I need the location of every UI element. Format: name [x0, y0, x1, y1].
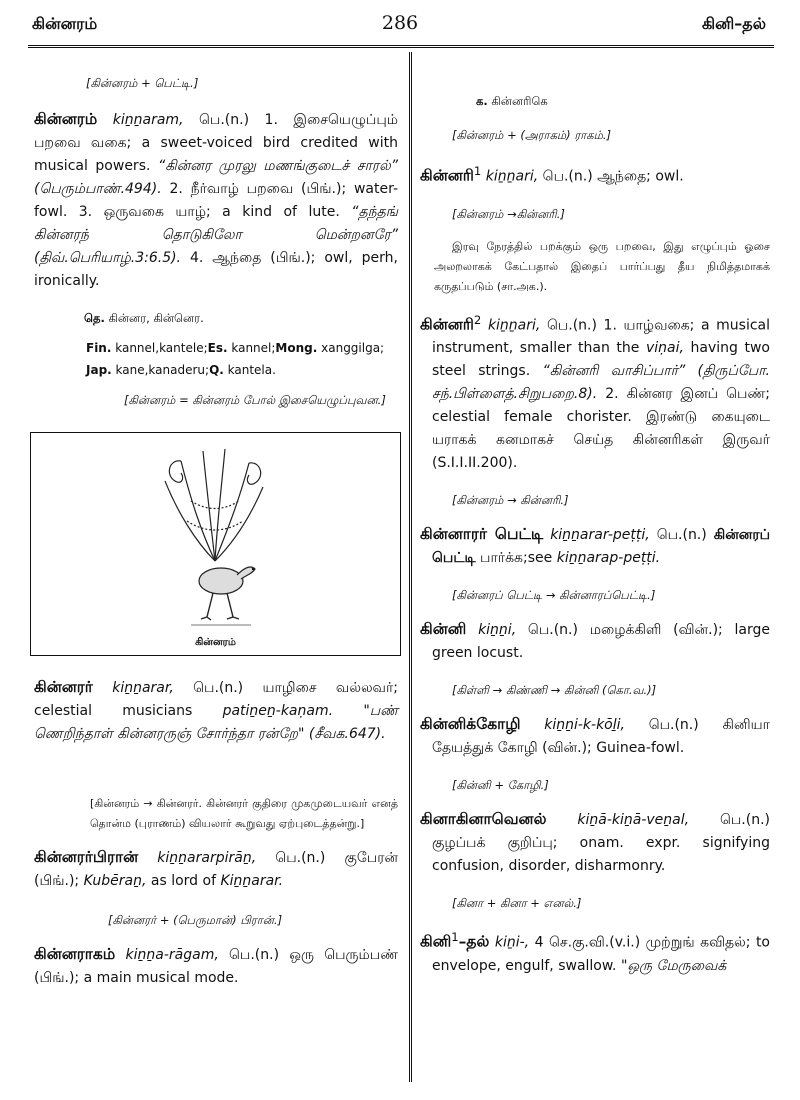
homonym-number: 1 [473, 164, 482, 178]
kannada-cognate [420, 92, 770, 110]
etymology: [கின்னரம் = கின்னரம் போல் இசையெழுப்புவன.] [124, 393, 386, 407]
right-column [420, 74, 770, 978]
definition-text: as lord of [146, 873, 221, 889]
left-column-lower [34, 676, 398, 990]
definition-text: பெ.(n.) 1. இசையெழுப்பும் பறவை வகை; a sweet-voiced bird credited with musical powers. [34, 112, 398, 174]
left-column [34, 74, 398, 409]
cognate-lang: Fin. [86, 341, 112, 355]
entry-kinnaragam [34, 943, 398, 990]
entry-kinnari-1 [420, 160, 770, 189]
cognate-words: kannel; [227, 341, 276, 355]
column-divider [409, 52, 412, 1082]
definition-text: பெ.(n.) ஆந்தை; owl. [538, 168, 684, 185]
headword: கின்னரி [420, 166, 474, 185]
transliteration: kiṉṉari, [487, 317, 541, 334]
cognate-words: xanggilga; [317, 341, 385, 355]
language-label: தெ. [84, 311, 105, 325]
cognate-words: kannel,kantele; [111, 341, 208, 355]
etymology: [கின்னி + கோழி.] [452, 778, 549, 793]
entry-kinnarar-petti [420, 523, 770, 570]
cognate-words: kantela. [223, 363, 276, 377]
etymology: [கின்னரர் + (பெருமான்) பிரான்.] [108, 913, 283, 927]
headword: கின்னரர்பிரான் [34, 848, 139, 866]
headword-suffix: –தல் [458, 932, 490, 951]
cognate-lang: Es. [207, 341, 228, 355]
definition-text: பெ.(n.) [649, 527, 714, 544]
headword: கினி [420, 932, 452, 951]
definition-text: 4 செ.கு.வி.(v.i.) முற்றுங் கவிதல்; to envelope, engulf, swallow. [432, 934, 770, 974]
cognate-words: kane,kanaderu; [111, 363, 210, 377]
etymology: [கின்னரம் →கின்னரி.] [452, 206, 565, 221]
cognate-lang: Mong. [275, 341, 318, 355]
figure-lyrebird [30, 432, 401, 656]
quotation: "பண் ணெறிந்தாள் கின்னரருஞ் சோர்ந்தா ரன்றே" (சீவக.647). [34, 703, 399, 742]
quotation: “கின்னரி வாசிப்பார்” (திருப்போ. சந்.பிள்ளைத்.சிறுபறை.8). [432, 363, 770, 403]
transliteration: kiṉṉi, [478, 622, 517, 639]
header-guideword-left: கின்னரம் [32, 14, 98, 33]
definition-text: 2. கின்னர இனப் பெண்; celestial female chorister. இரண்டு கையுடை யராகக் கனமாகச் செய்த கின்னரிகள் இருவர் (S.I.I.II.200). [432, 386, 770, 472]
explanatory-note: இரவு நேரத்தில் பறக்கும் ஒரு பறவை, இது எழுப்பும் ஓசை அலறலாகக் கேட்பதால் இதைப் பார்ப்பது தீய நிமித்தமாகக் கருதப்படும் (சா.அக.). [434, 239, 770, 293]
transliteration: viṇai, [645, 340, 684, 357]
transliteration: kiṉṉa-rāgam, [125, 947, 219, 963]
lyrebird-illustration [151, 441, 281, 631]
definition-text: பெ.(n.) குபேரன் (பிங்.); [34, 850, 398, 889]
transliteration: kiṉṉarap-peṭṭi. [556, 550, 661, 567]
etymology: [கிள்ளி → கிண்ணி → கின்னி (கொ.வ.)] [452, 683, 657, 698]
headword: கின்னிக்கோழி [420, 715, 521, 734]
transliteration: Kubēraṉ, [83, 873, 147, 889]
headword: கின்னாரர் பெட்டி [420, 525, 544, 544]
definition-text: 4. ஆந்தை (பிங்.); owl, perh, ironically. [34, 250, 398, 289]
transliteration: kiṉā-kiṉā-veṉal, [577, 812, 690, 829]
transliteration: kiṉṉari, [485, 168, 539, 185]
homonym-number: 2 [473, 312, 482, 327]
telugu-cognate [34, 309, 398, 327]
etymology: [கின்னரம் + (அராகம்) ராகம்.] [452, 128, 612, 142]
transliteration: Kiṉṉarar. [220, 873, 284, 889]
cognate-words: கின்னரிகெ [487, 94, 548, 108]
etymology: [கின்னரம் → கின்னரி.] [452, 493, 569, 508]
transliteration: kiṉi-, [494, 934, 530, 951]
etymology: [கினா + கினா + எனல்.] [452, 896, 582, 911]
quotation: “தந்தங் கின்னரந் தொடுகிலோ மென்றனரே” (திவ்.பெரியாழ்.3:6.5). [34, 204, 398, 266]
headword: கின்னி [420, 620, 467, 639]
entry-kinakinavenal [420, 808, 770, 878]
cross-reference: கின்னரப் பெட்டி [432, 527, 770, 567]
cognate-words: கின்னர, கின்னெர. [104, 311, 204, 325]
page-header [0, 0, 800, 50]
definition-text: பெ.(n.) மழைக்கிளி (வின்.); large green locust. [432, 622, 770, 662]
quotation: "ஒரு மேருவைக் [620, 957, 727, 974]
headword: கின்னரி [420, 315, 474, 334]
entry-kinnari-2 [420, 309, 770, 476]
definition-text: பெ.(n.) 1. யாழ்வகை; a musical instrument, smaller than the [432, 317, 770, 357]
transliteration: kiṉṉararpirāṉ, [157, 850, 257, 866]
header-rule [28, 45, 774, 48]
entry-kinnikkozhi [420, 713, 770, 760]
definition-text: பெ.(n.) குழப்பக் குறிப்பு; onam. expr. signifying confusion, disorder, disharmonry. [432, 812, 771, 875]
headword: கினாகினாவெனல் [420, 810, 547, 829]
entry-kinni [420, 618, 770, 665]
entry-kinnaram [34, 108, 398, 293]
cognate-lang: Jap. [86, 363, 112, 377]
etymology-note: [கின்னரம் → கின்னரர். கின்னரர் குதிரை முகமுடையவர் எனத் தொன்ம (புராணம்) வியலார் கூறுவது ஏற்புடைத்தன்று.] [90, 797, 398, 830]
cognates-list [34, 337, 398, 381]
headword: கின்னரர் [34, 678, 93, 696]
definition-text: பெ.(n.) கினியா தேயத்துக் கோழி (வின்.); Guinea-fowl. [432, 717, 771, 757]
headword: கின்னரம் [34, 110, 98, 128]
definition-text: பெ.(n.) யாழிசை வல்லவர்; celestial musicians [34, 680, 398, 719]
definition-text: பார்க்க;see [475, 550, 557, 567]
transliteration: kiṉṉi-k-kōḻi, [544, 717, 625, 734]
definition-text: பெ.(n.) ஒரு பெரும்பண் (பிங்.); a main musical mode. [34, 947, 399, 986]
language-label: க. [476, 94, 488, 108]
entry-kinnarar [34, 676, 398, 746]
definition-text: having two steel strings. [432, 340, 770, 380]
etymology: [கின்னரப் பெட்டி → கின்னாரப்பெட்டி.] [452, 588, 656, 603]
header-guideword-right: கினி–தல் [702, 14, 766, 33]
entry-kinnararpiran [34, 846, 398, 893]
transliteration: kiṉṉarar, [112, 680, 174, 696]
headword: கின்னராகம் [34, 945, 116, 963]
homonym-number: 1 [451, 930, 459, 945]
cognate-lang: Q. [209, 363, 224, 377]
transliteration: kiṉṉaram, [112, 112, 184, 128]
page-number: 286 [381, 12, 419, 34]
transliteration: kiṉṉarar-peṭṭi, [550, 527, 650, 544]
quotation: “கின்னர முரலு மணங்குடைச் சாரல்” (பெரும்பாண்.494). [34, 158, 398, 197]
definition-text: 2. நீர்வாழ் பறவை (பிங்.); water-fowl. 3. ஒருவகை யாழ்; a kind of lute. [34, 181, 398, 220]
etymology: [கின்னரம் + பெட்டி.] [86, 76, 199, 90]
transliteration: patiṉeṉ-kaṇam. [222, 703, 334, 719]
entry-kini-thal [420, 926, 770, 978]
figure-caption: கின்னரம் [195, 637, 236, 648]
